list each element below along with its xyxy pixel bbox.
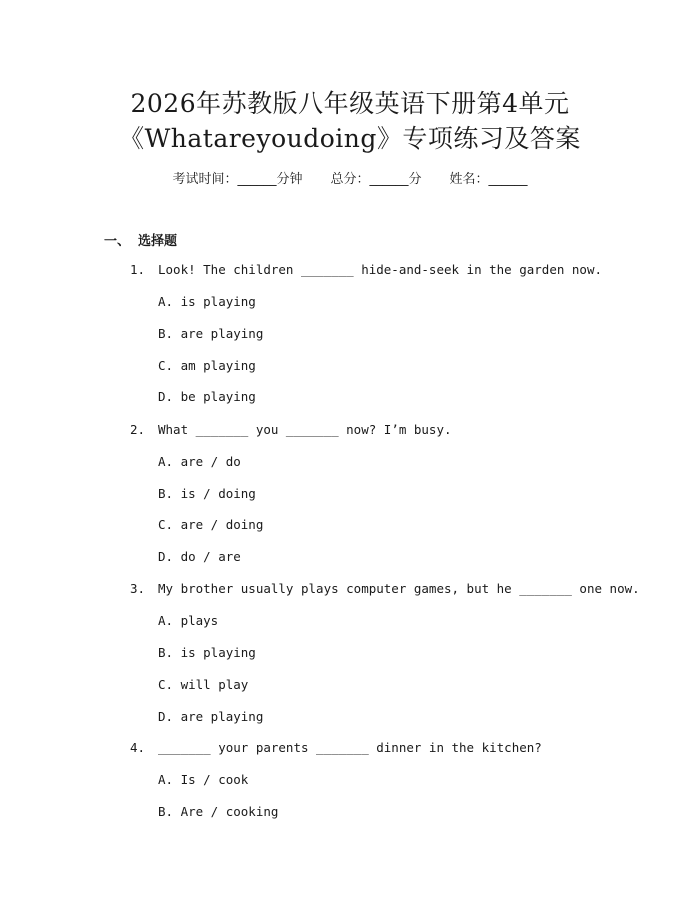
question-number: 3. bbox=[130, 581, 146, 596]
page-title-line-2: 《Whatareyoudoing》专项练习及答案 bbox=[119, 124, 581, 153]
option-1a: A. is playing bbox=[158, 294, 256, 309]
question-text: _______ your parents _______ dinner in the kitchen? bbox=[158, 740, 542, 755]
question-text: What _______ you _______ now? I’m busy. bbox=[158, 422, 452, 437]
total-score-label: 总分：______分 bbox=[330, 172, 422, 187]
question-3 bbox=[130, 581, 640, 596]
question-4 bbox=[130, 740, 542, 755]
option-3c: C. will play bbox=[158, 677, 249, 692]
exam-info bbox=[0, 168, 700, 187]
option-1b: B. are playing bbox=[158, 326, 264, 341]
question-1 bbox=[130, 262, 602, 277]
option-3b: B. is playing bbox=[158, 645, 256, 660]
option-3a: A. plays bbox=[158, 613, 219, 628]
option-1c: C. am playing bbox=[158, 358, 256, 373]
question-text: My brother usually plays computer games, but he _______ one now. bbox=[158, 581, 640, 596]
page-title-line-1: 2026年苏教版八年级英语下册第4单元 bbox=[130, 89, 570, 118]
option-2c: C. are / doing bbox=[158, 517, 264, 532]
question-number: 2. bbox=[130, 422, 146, 437]
question-text: Look! The children _______ hide-and-seek in the garden now. bbox=[158, 262, 603, 277]
option-4a: A. Is / cook bbox=[158, 772, 249, 787]
section-heading bbox=[104, 230, 177, 249]
section-title: 选择题 bbox=[138, 234, 178, 249]
option-2d: D. do / are bbox=[158, 549, 241, 564]
question-number: 1. bbox=[130, 262, 146, 277]
question-2 bbox=[130, 422, 452, 437]
option-2b: B. is / doing bbox=[158, 486, 256, 501]
option-3d: D. are playing bbox=[158, 709, 264, 724]
option-4b: B. Are / cooking bbox=[158, 804, 279, 819]
option-2a: A. are / do bbox=[158, 454, 241, 469]
exam-time-label: 考试时间：______分钟 bbox=[172, 172, 303, 187]
question-number: 4. bbox=[130, 740, 146, 755]
section-number: 一、 bbox=[104, 234, 131, 249]
name-label: 姓名：______ bbox=[449, 172, 528, 187]
option-1d: D. be playing bbox=[158, 389, 256, 404]
